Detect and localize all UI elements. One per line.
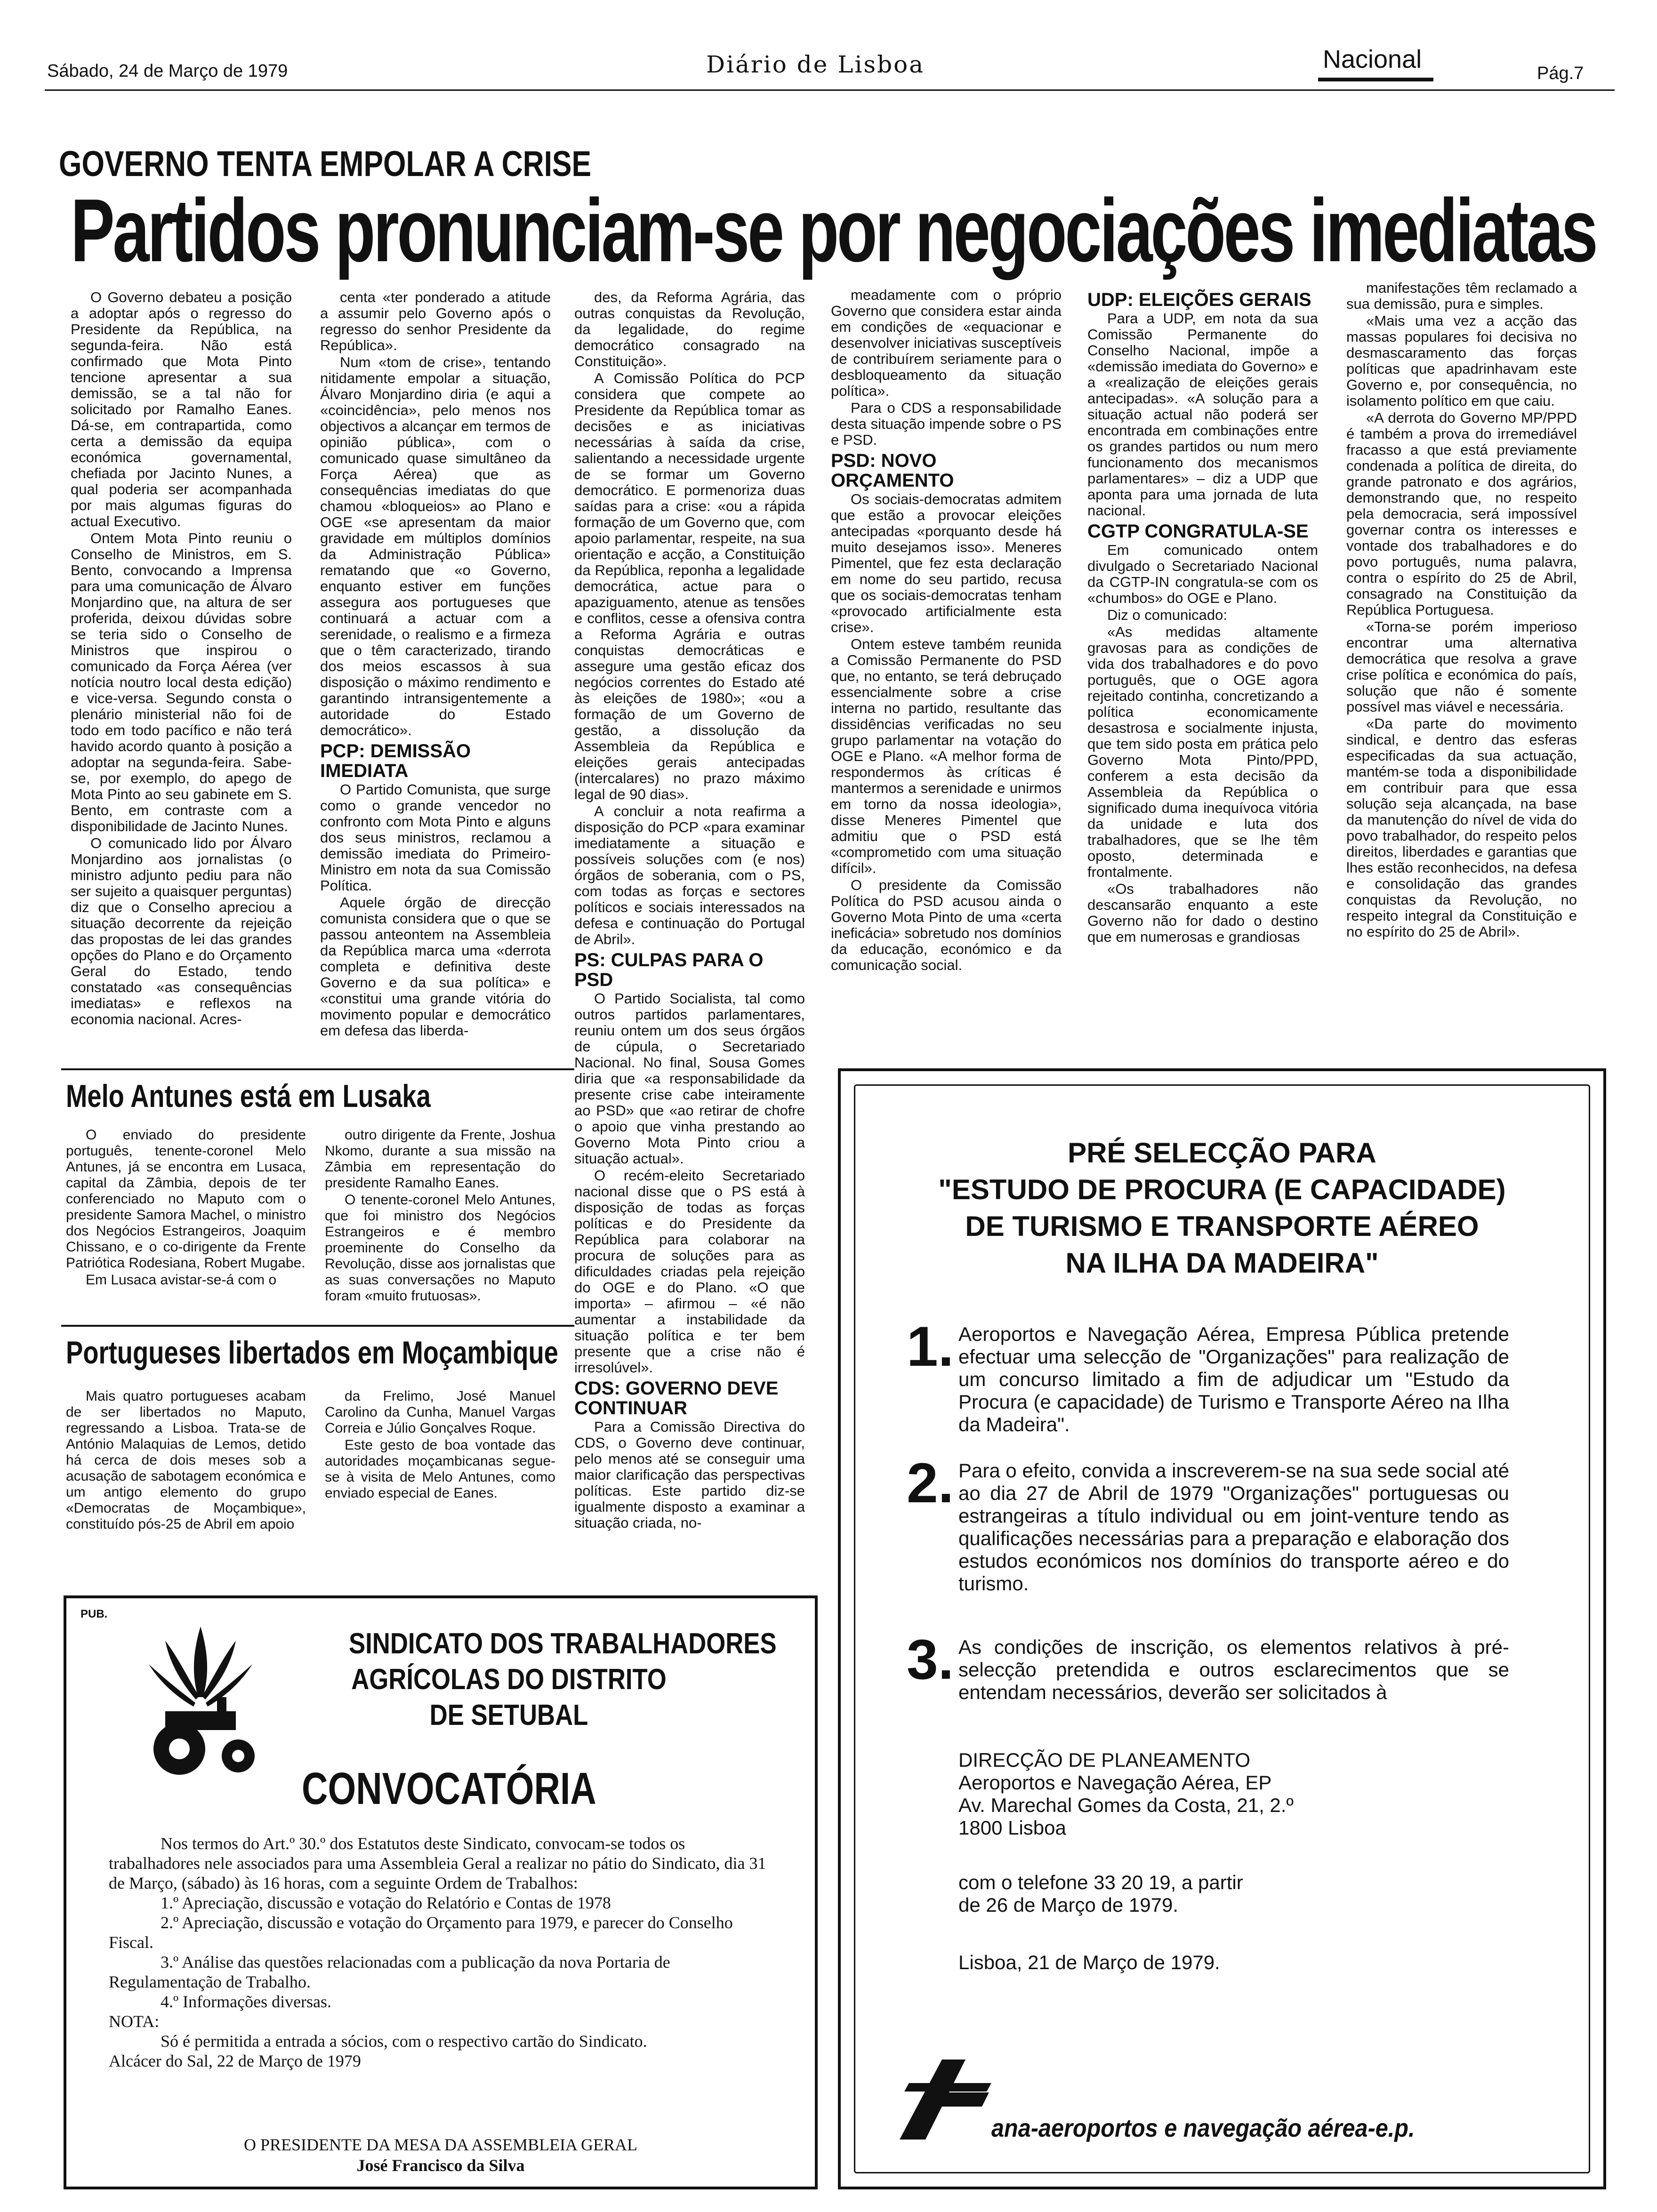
signatory-name: José Francisco da Silva (356, 2156, 525, 2175)
melo-headline: Melo Antunes está em Lusaka (66, 1078, 431, 1114)
sindicato-title-line: DE SETUBAL (429, 1699, 588, 1731)
story-headline: Partidos pronunciam-se por negociações imediatas (71, 181, 1596, 281)
story-column-6 (1346, 280, 1577, 941)
pub-label: PUB. (80, 1608, 108, 1620)
item-number: 2. (907, 1451, 954, 1515)
paragraph: da Frelimo, José Manuel Carolino da Cunha, Manuel Vargas Correia e Júlio Gonçalves Roque. (325, 1388, 555, 1436)
paragraph: «Da parte do movimento sindical, e dentro das esferas especificadas da sua actuação, mantém-se toda a disponibilidade em contribuir para que essa solução seja alcançada, na base da manutenção do nível de vida do povo trabalhador, do respeito pelos direitos, liberdades e garantias que lhes estão reconhecidos, na defesa e consolidação das grandes conquistas da Revolução, no respeito integral da Constituição e no espírito do 25 de Abril». (1346, 715, 1577, 940)
tractor-wheat-icon (137, 1622, 264, 1777)
ana-title-line: NA ILHA DA MADEIRA" (1065, 1247, 1379, 1279)
paragraph: Para a Comissão Directiva do CDS, o Governo deve continuar, pelo menos até se conseguir uma maior clarificação das perspectivas políticas. Este partido diz-se igualmente disposto a examinar a situação criada, no- (574, 1419, 805, 1531)
subhead-psd: PSD: NOVO ORÇAMENTO (831, 450, 954, 491)
paragraph: O Partido Socialista, tal como outros partidos parlamentares, reuniu ontem um dos seus órgãos de cúpula, o Secretariado Nacional. No final, Sousa Gomes diria que «a responsabilidade da presente crise cabe inteiramente ao PSD» que «ao retirar de chofre o apoio que vinha prestando ao Governo Mota Pinto criou a situação actual». (574, 990, 805, 1167)
paragraph: Este gesto de boa vontade das autoridades moçambicanas segue-se à visita de Melo Antunes, como enviado especial de Eanes. (325, 1437, 555, 1501)
issue-date: Sábado, 24 de Março de 1979 (47, 61, 288, 81)
header-rule (45, 89, 1615, 91)
paragraph: O presidente da Comissão Política do PSD acusou ainda o Governo Mota Pinto de uma «certa ineficácia» sobretudo nos domínios da educação, económico e da comunicação social. (831, 877, 1062, 973)
paragraph: A concluir a nota reafirma a disposição do PCP «para examinar imediatamente a situação e possíveis soluções com (e nos) órgãos de soberania, com o PS, com todas as forças e sectores políticos e sociais interessados na defesa e continuação do Portugal de Abril». (574, 803, 805, 947)
agenda-item: 1.º Apreciação, discussão e votação do Relatório e Contas de 1978 (161, 1893, 611, 1912)
story-column-3 (574, 289, 805, 1532)
subhead-cgtp: CGTP CONGRATULA-SE (1087, 521, 1309, 542)
paragraph: des, da Reforma Agrária, das outras conquistas da Revolução, da legalidade, do regime democrático consagrado na Constituição». (574, 289, 805, 369)
paragraph: Diz o comunicado: (1107, 607, 1228, 623)
ana-item-text: Para o efeito, convida a inscreverem-se na sua sede social até ao dia 27 de Abril de 1979 "Organizações" portuguesas ou estrangeiras a título individual ou em joint-venture tendo as qualificações necessárias para a preparação e elaboração dos estudos económicos nos domínios do transporte aéreo e do turismo. (958, 1459, 1509, 1595)
paragraph: O comunicado lido por Álvaro Monjardino aos jornalistas (o ministro adjunto pediu para não ser sujeito a quaisquer perguntas) diz que o Conselho apreciou a situação decorrente da rejeição das propostas de lei das grandes opções do Plano e do Orçamento Geral do Estado, tendo constatado «as consequências imediatas» e reflexos na economia nacional. Acres- (71, 835, 292, 1027)
ana-title-line: DE TURISMO E TRANSPORTE AÉREO (965, 1210, 1479, 1242)
story-column-1 (71, 289, 292, 1028)
paragraph: «Mais uma vez a acção das massas populares foi decisiva no desmascaramento das forças políticas que apadrinhavam este Governo e, por consequência, no isolamento político em que caiu. (1346, 313, 1577, 409)
phone-line: com o telefone 33 20 19, a partir (958, 1871, 1243, 1893)
ana-address (958, 1749, 1509, 1839)
paragraph: centa «ter ponderado a atitude a assumir pelo Governo após o regresso do senhor Presidente da República». (320, 289, 551, 353)
paragraph: Para o CDS a responsabilidade desta situação impende sobre o PS e PSD. (831, 400, 1062, 448)
address-line: DIRECÇÃO DE PLANEAMENTO (958, 1749, 1251, 1771)
paragraph: Aquele órgão de direcção comunista considera que o que se passou anteontem na Assembleia da República marca uma «derrota completa e definitiva deste Governo e da sua política» e «constitui uma grande vitória do movimento popular e democrático em defesa das liberda- (320, 894, 551, 1039)
section-rule (61, 1068, 574, 1070)
paragraph: O Partido Comunista, que surge como o grande vencedor no confronto com Mota Pinto e alguns dos seus ministros, reclamou a demissão imediata do Primeiro-Ministro em nota da sua Comissão Política. (320, 781, 551, 894)
paragraph: Ontem Mota Pinto reuniu o Conselho de Ministros, em S. Bento, convocando a Imprensa para uma comunicação de Álvaro Monjardino que, na altura de ser proferida, deixou dúvidas sobre se teria sido o Conselho de Ministros que inspirou o comunicado da Força Aérea (ver notícia noutro local desta edição) e vice-versa. Segundo consta o plenário ministerial não foi de todo em todo pacífico e não terá havido acordo quanto à posição a adoptar na segunda-feira. Sabe-se, por exemplo, do apego de Mota Pinto ao seu gabinete em S. Bento, em contraste com a disponibilidade de Jacinto Nunes. (71, 530, 292, 834)
melo-column-1 (66, 1127, 306, 1289)
ana-advertisement (838, 1068, 1606, 2189)
paragraph: outro dirigente da Frente, Joshua Nkomo, durante a sua missão na Zâmbia em representação do presidente Ramalho Eanes. (325, 1127, 555, 1191)
paragraph: «Os trabalhadores não descansarão enquanto a este Governo não for dado o destino que em numerosas e grandiosas (1087, 881, 1318, 945)
agenda-item: 3.º Análise das questões relacionadas com a publicação da nova Portaria de Regulamentação de Trabalho. (109, 1953, 670, 1991)
nota-text: Só é permitida a entrada a sócios, com o respectivo cartão do Sindicato. (161, 2032, 647, 2051)
paragraph: Em comunicado ontem divulgado o Secretariado Nacional da CGTP-IN congratula-se com os «chumbos» do OGE e Plano. (1087, 542, 1318, 606)
sindicato-title-line: AGRÍCOLAS DO DISTRITO (351, 1663, 667, 1696)
ana-item-text: As condições de inscrição, os elementos relativos à pré-selecção pretendida e outros esclarecimentos que se entendam necessários, deverão ser solicitados à (958, 1636, 1509, 1703)
sindicato-advertisement (64, 1595, 818, 2189)
paragraph: «A derrota do Governo MP/PPD é também a prova do irremediável fracasso a que está previamente condenada a política de direita, do grande patronato e dos agrários, demonstrando que, no respeito pela democracia, será impossível governar contra os interesses e vontade dos trabalhadores e do povo português, numa palavra, contra o espírito do 25 de Abril, consagrado na Constituição da República Portuguesa. (1346, 409, 1577, 618)
paragraph: Os sociais-democratas admitem que estão a provocar eleições antecipadas «porquanto desde há muito desejamos isso». Meneres Pimentel, que fez esta declaração em nome do seu partido, recusa que os sociais-democratas tenham «provocado artificialmente esta crise». (831, 491, 1062, 635)
item-number: 1. (907, 1315, 954, 1378)
paragraph: «Torna-se porém imperioso encontrar uma alternativa democrática que resolva a grave crise política e económica do país, solução que não é somente possível mas viável e necessária. (1346, 618, 1577, 715)
paragraph: A Comissão Política do PCP considera que compete ao Presidente da República tomar as decisões e as iniciativas necessárias à saída da crise, salientando a necessidade urgente de se formar um Governo democrático. E pormenoriza duas saídas para a crise: «ou a rápida formação de um Governo que, com apoio parlamentar, respeite, na sua orientação e acção, a Constituição da República, reponha a legalidade democrática, actue para o apaziguamento, atenue as tensões e conflitos, cesse a ofensiva contra a Reforma Agrária e outras conquistas democráticas e assegure uma gestão eficaz dos negócios correntes do Estado até às eleições de 1980»; «ou a formação de um Governo de gestão, a dissolução da Assembleia da República e eleições gerais antecipadas (intercalares) no prazo máximo legal de 90 dias». (574, 370, 805, 802)
ana-logo-icon (890, 2050, 998, 2149)
story-kicker: GOVERNO TENTA EMPOLAR A CRISE (59, 144, 592, 184)
paragraph: manifestações têm reclamado a sua demissão, pura e simples. (1346, 280, 1577, 312)
section-name: Nacional (1323, 45, 1422, 73)
ana-logo-text: ana-aeroportos e navegação aérea-e.p. (991, 2114, 1415, 2142)
address-line: Av. Marechal Gomes da Costa, 21, 2.º (958, 1794, 1294, 1816)
newspaper-name: Diário de Lisboa (706, 51, 925, 78)
paragraph: O enviado do presidente português, tenente-coronel Melo Antunes, já se encontra em Lusaca, capital da Zâmbia, depois de ter conferenciado no Maputo com o presidente Samora Machel, o ministro dos Negócios Estrangeiros, Joaquim Chissano, e o co-dirigente da Frente Patriótica Rodesiana, Robert Mugabe. (66, 1127, 306, 1271)
address-line: Aeroportos e Navegação Aérea, EP (958, 1771, 1272, 1794)
story-column-4 (831, 287, 1062, 974)
ana-phone (958, 1871, 1509, 1916)
item-number: 3. (907, 1628, 954, 1691)
paragraph: «As medidas altamente gravosas para as condições de vida dos trabalhadores e do povo português, que o OGE agora rejeitado continha, concretizando a política economicamente desastrosa e socialmente injusta, que tem sido posta em prática pelo Governo Mota Pinto/PPD, conferem a esta decisão da Assembleia da República o significado duma inequívoca vitória da unidade e luta dos trabalhadores, que se lhe têm oposto, determinada e frontalmente. (1087, 624, 1318, 880)
mocambique-column-2 (325, 1388, 555, 1502)
signatory-title: O PRESIDENTE DA MESA DA ASSEMBLEIA GERAL (243, 2135, 638, 2154)
melo-column-2 (325, 1127, 555, 1305)
address-line: 1800 Lisboa (958, 1817, 1066, 1839)
paragraph: O Governo debateu a posição a adoptar após o regresso do Presidente da República, na segunda-feira. Não está confirmado que Mota Pinto tencione apresentar a sua demissão, se a tal não for solicitado por Ramalho Eanes. Dá-se, em contrapartida, como certa a demissão da equipa económica governamental, chefiada por Jacinto Nunes, a qual poderia ser acompanhada por mais algumas figuras do actual Executivo. (71, 289, 292, 529)
agenda-item: 4.º Informações diversas. (161, 1992, 332, 2011)
mocambique-headline: Portugueses libertados em Moçambique (66, 1335, 558, 1370)
convocatoria-title: CONVOCATÓRIA (302, 1763, 596, 1814)
subhead-pcp: PCP: DEMISSÃO IMEDIATA (320, 741, 471, 781)
sindicato-title-line: SINDICATO DOS TRABALHADORES (349, 1627, 777, 1660)
section-underline (1318, 78, 1433, 81)
section-rule (61, 1325, 574, 1327)
convocatoria-intro: Nos termos do Art.º 30.º dos Estatutos deste Sindicato, convocam-se todos os trabalhadores nele associados para uma Assembleia Geral a realizar no pátio do Sindicato, dia 31 de Março, (sábado) às 16 horas, com a seguinte Ordem de Trabalhos: (109, 1834, 766, 1892)
place-date: Alcácer do Sal, 22 de Março de 1979 (109, 2052, 361, 2070)
paragraph: Mais quatro portugueses acabam de ser libertados no Maputo, regressando a Lisboa. Trata-se de António Malaquias de Lemos, detido há cerca de dois meses sob a acusação de sabotagem económica e um antigo elemento do grupo «Democratas de Moçambique», constituído pós-25 de Abril em apoio (66, 1388, 306, 1532)
subhead-cds: CDS: GOVERNO DEVE CONTINUAR (574, 1378, 779, 1419)
paragraph: Ontem esteve também reunida a Comissão Permanente do PSD que, no entanto, se terá debruçado essencialmente sobre a crise interna no partido, resultante das dissidências verificadas no seu grupo parlamentar na votação do OGE e Plano. «A melhor forma de respondermos às críticas é mantermos a serenidade e unirmos em torno da nossa ideologia», disse Meneres Pimentel que admitiu que o PSD está «comprometido com uma situação difícil». (831, 636, 1062, 876)
paragraph: Em Lusaca avistar-se-á com o (86, 1272, 277, 1288)
story-column-2 (320, 289, 551, 1040)
page-number: Pág.7 (1537, 64, 1584, 83)
agenda-item: 2.º Apreciação, discussão e votação do Orçamento para 1979, e parecer do Conselho Fiscal. (109, 1913, 733, 1952)
mocambique-column-1 (66, 1388, 306, 1533)
paragraph: O recém-eleito Secretariado nacional disse que o PS está à disposição de todas as forças políticas e do Presidente da República para colaborar na procura de soluções para as dificuldades criadas pela rejeição do OGE e do Plano. «O que importa» – afirmou – «é não aumentar a instabilidade da situação política e ter bem presente que a crise não é irresolúvel». (574, 1167, 805, 1376)
story-column-5 (1087, 287, 1318, 946)
ana-title-line: "ESTUDO DE PROCURA (E CAPACIDADE) (938, 1174, 1506, 1205)
ana-date: Lisboa, 21 de Março de 1979. (958, 1951, 1220, 1973)
paragraph: O tenente-coronel Melo Antunes, que foi ministro dos Negócios Estrangeiros e é membro proeminente do Conselho da Revolução, disse aos jornalistas que as suas conversações no Maputo foram «muito frutuosas». (325, 1192, 555, 1304)
phone-line: de 26 de Março de 1979. (958, 1894, 1179, 1916)
subhead-udp: UDP: ELEIÇÕES GERAIS (1087, 289, 1311, 310)
ana-item-text: Aeroportos e Navegação Aérea, Empresa Pública pretende efectuar uma selecção de "Organizações" para realização de um concurso limitado a fim de adjudicar um "Estudo da Procura (e capacidade) de Turismo e Transporte Aéreo na Ilha da Madeira". (958, 1323, 1509, 1435)
paragraph: Num «tom de crise», tentando nitidamente empolar a situação, Álvaro Monjardino diria (e aqui a «coincidência», pelo menos nos objectivos a alcançar em termos de opinião pública», com o comunicado quase simultâneo da Força Aérea) que as consequências imediatas do que chamou «bloqueios» ao Plano e OGE «se apresentam da maior gravidade em múltiplos domínios da Administração Pública» rematando que «o Governo, enquanto estiver em funções assegura aos portugueses que continuará a actuar com a serenidade, o realismo e a firmeza que o têm caracterizado, tirando dos meios escassos à sua disposição o máximo rendimento e garantindo intransigentemente a autoridade do Estado democrático». (320, 354, 551, 738)
ana-title-line: PRÉ SELECÇÃO PARA (1068, 1137, 1376, 1169)
paragraph: meadamente com o próprio Governo que considera estar ainda em condições de «equacionar e desenvolver iniciativas susceptíveis de contribuírem seriamente para o desbloqueamento da situação política». (831, 287, 1062, 399)
subhead-ps: PS: CULPAS PARA O PSD (574, 950, 764, 990)
nota-label: NOTA: (109, 2012, 160, 2031)
paragraph: Para a UDP, em nota da sua Comissão Permanente do Conselho Nacional, impõe a «demissão imediata do Governo» e a «realização de eleições gerais antecipadas». «A solução para a situação actual não poderá ser encontrada em combinações entre os grandes partidos ou num mero funcionamento dos mecanismos parlamentares» – diz a UDP que aponta para uma jornada de luta nacional. (1087, 310, 1318, 519)
convocatoria-body (109, 1834, 777, 2071)
